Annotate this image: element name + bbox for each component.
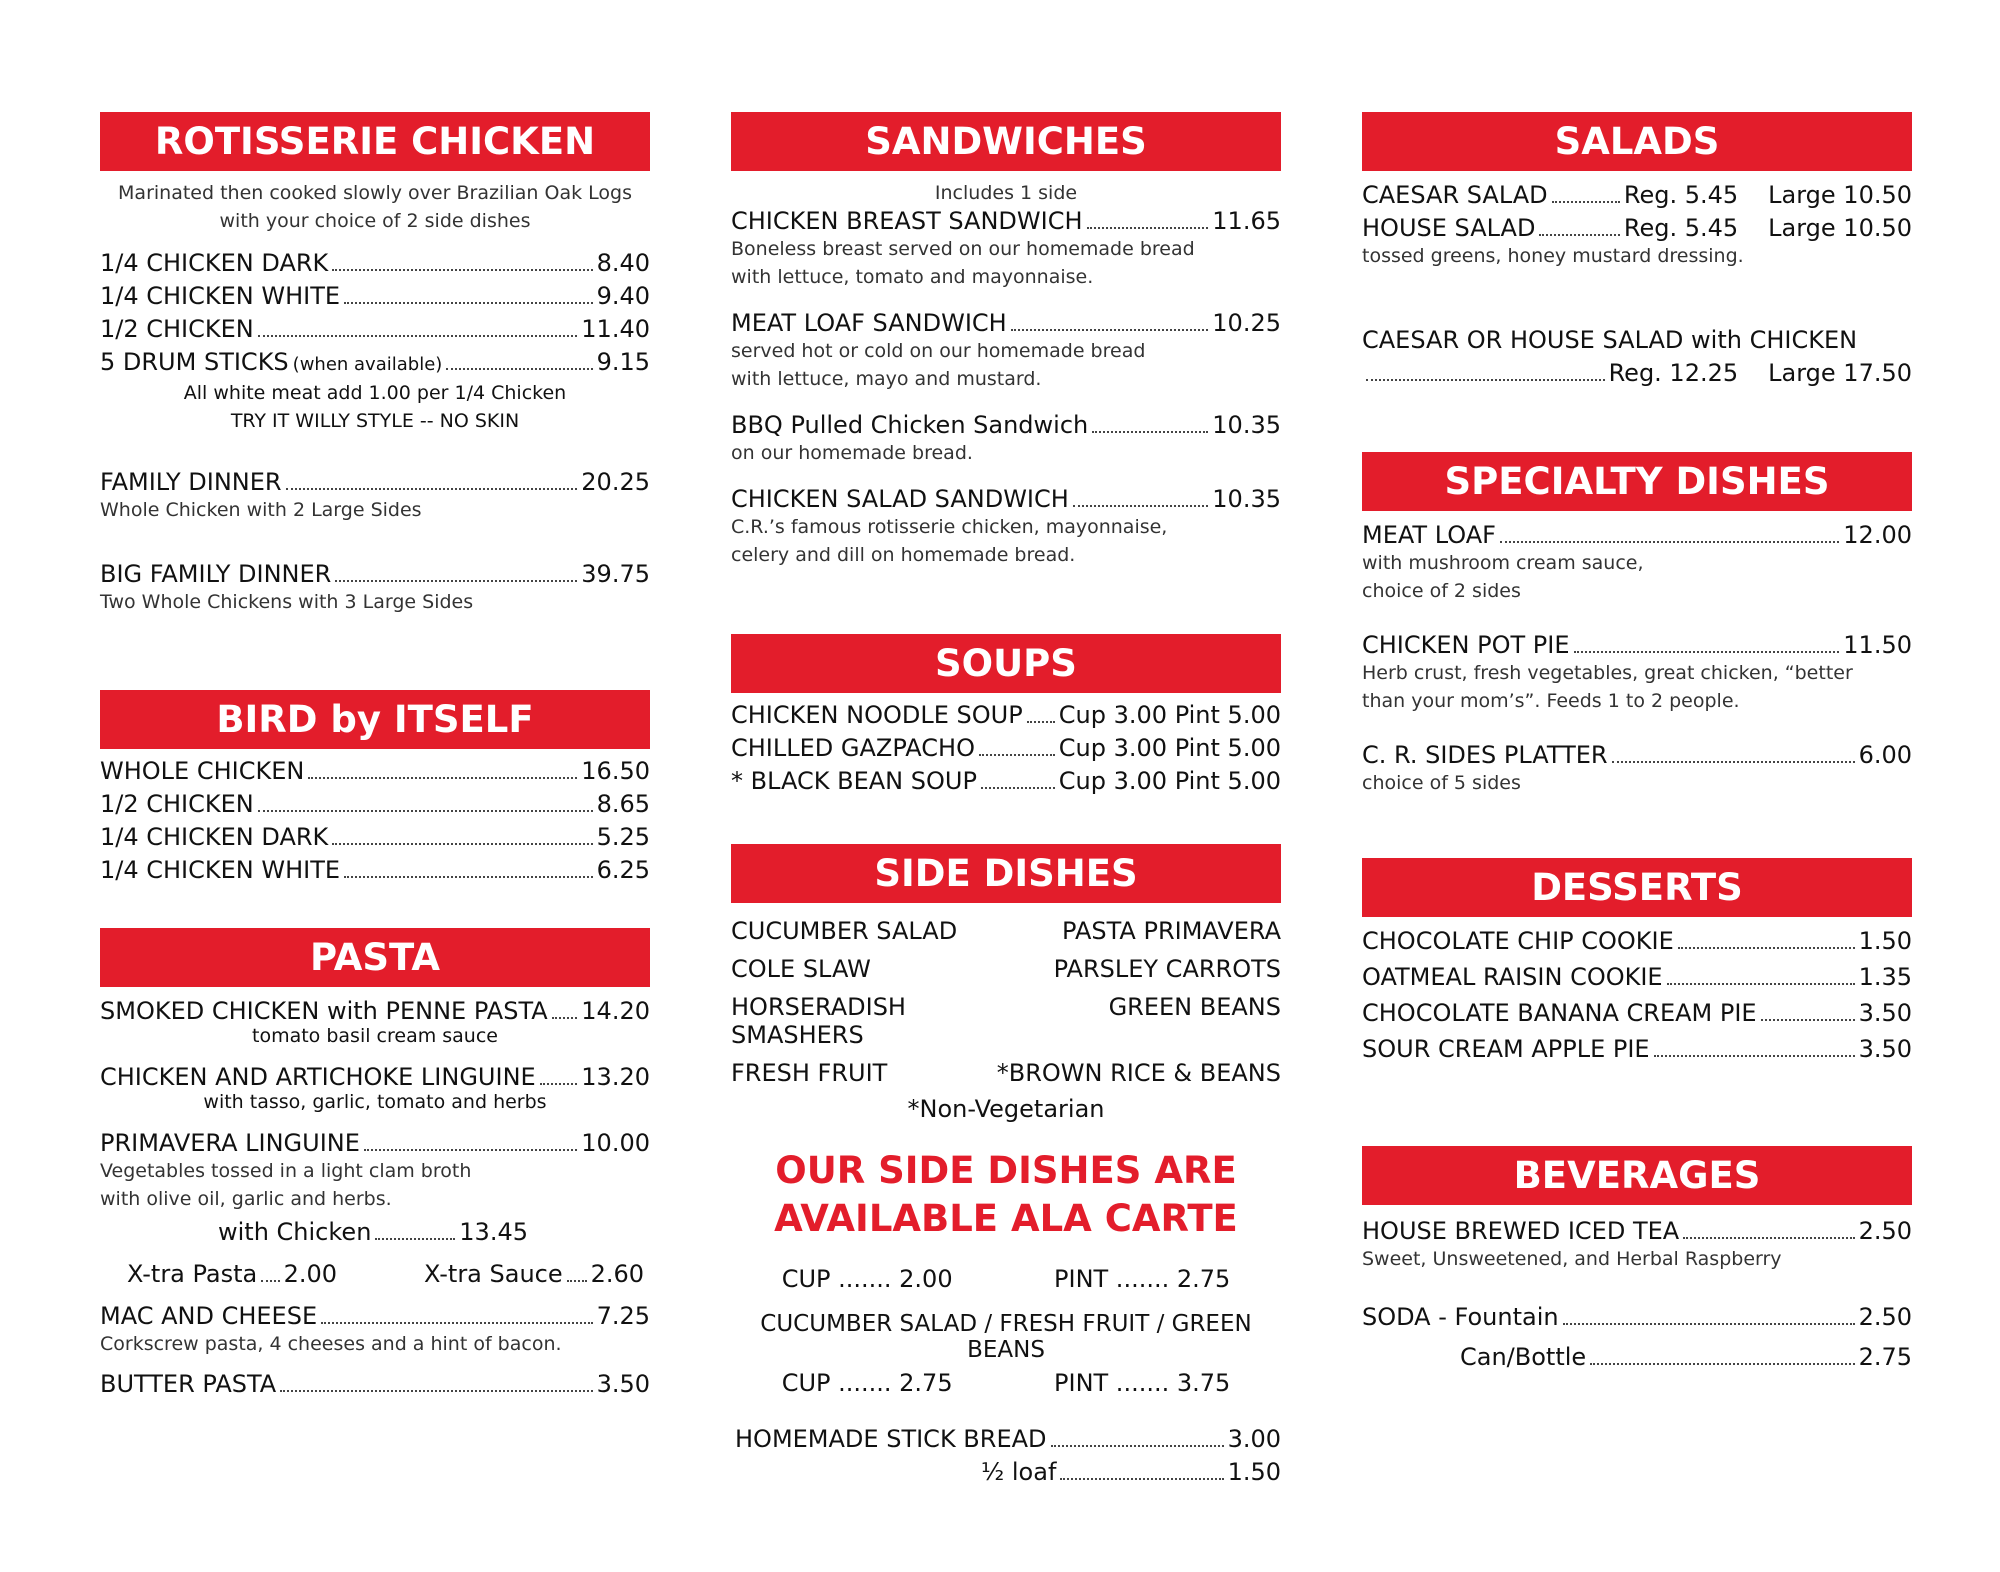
leader-dots <box>446 368 592 370</box>
leader-dots <box>258 810 593 812</box>
leader-dots <box>280 1390 592 1392</box>
item-name: PRIMAVERA LINGUINE <box>100 1129 360 1157</box>
item-description: on our homemade bread. <box>731 442 973 464</box>
item-name: WHOLE CHICKEN <box>100 757 305 785</box>
leader-dots <box>1574 651 1840 653</box>
section-title: SALADS <box>1362 112 1912 171</box>
leader-dots <box>321 1322 592 1324</box>
pint-price: PINT ....... 2.75 <box>1054 1265 1231 1293</box>
item-price: 1.35 <box>1858 963 1912 991</box>
item-price: 2.60 <box>590 1260 644 1288</box>
leader-dots <box>540 1083 578 1085</box>
item-name: * BLACK BEAN SOUP <box>731 767 977 795</box>
item-price: 13.45 <box>459 1218 528 1246</box>
item-price: 2.00 <box>283 1260 337 1288</box>
menu-item <box>731 485 1281 513</box>
menu-item <box>731 734 1281 762</box>
leader-dots <box>1667 983 1855 985</box>
leader-dots <box>344 876 593 878</box>
item-price: Cup 3.00 Pint 5.00 <box>1058 701 1281 729</box>
item-price: 9.15 <box>596 348 650 376</box>
menu-item-half-loaf <box>981 1458 1281 1486</box>
menu-item-stick-bread <box>735 1425 1281 1453</box>
item-price: 20.25 <box>581 468 650 496</box>
item-name: CHICKEN SALAD SANDWICH <box>731 485 1069 513</box>
pasta-section <box>100 928 650 1398</box>
item-name: MEAT LOAF <box>1362 521 1496 549</box>
leader-dots <box>258 335 578 337</box>
item-price: 12.00 <box>1843 521 1912 549</box>
item-price: 8.65 <box>596 790 650 818</box>
willy-style-note: TRY IT WILLY STYLE -- NO SKIN <box>230 410 520 432</box>
item-name: X-tra Sauce <box>424 1260 563 1288</box>
menu-item <box>100 315 650 343</box>
item-name: 1/4 CHICKEN DARK <box>100 249 329 277</box>
menu-item <box>1362 999 1912 1027</box>
leader-dots <box>261 1280 279 1282</box>
item-price: 11.50 <box>1843 631 1912 659</box>
item-price: 39.75 <box>581 560 650 588</box>
section-title: SANDWICHES <box>731 112 1281 171</box>
item-name: HOMEMADE STICK BREAD <box>735 1425 1047 1453</box>
menu-item <box>100 249 650 277</box>
menu-column-left <box>100 0 650 1572</box>
item-price: 9.40 <box>596 282 650 310</box>
item-price: 16.50 <box>581 757 650 785</box>
item-price: 2.75 <box>1858 1343 1912 1371</box>
item-name: 5 DRUM STICKS <box>100 348 289 376</box>
item-description: with lettuce, tomato and mayonnaise. <box>731 266 1094 288</box>
item-price: 11.65 <box>1212 207 1281 235</box>
menu-item <box>1362 1217 1912 1245</box>
item-price: 1.50 <box>1858 927 1912 955</box>
bird-section <box>100 690 650 884</box>
item-name: Can/Bottle <box>1460 1343 1587 1371</box>
section-note: Includes 1 side <box>934 182 1078 204</box>
item-name: 1/4 CHICKEN DARK <box>100 823 329 851</box>
cup-price: CUP ....... 2.00 <box>781 1265 953 1293</box>
leader-dots <box>1590 1363 1854 1365</box>
section-title: PASTA <box>100 928 650 987</box>
item-description: with olive oil, garlic and herbs. <box>100 1188 392 1210</box>
rotisserie-section <box>100 112 650 616</box>
item-description: Herb crust, fresh vegetables, great chicken, “better <box>1362 662 1853 684</box>
section-title: BEVERAGES <box>1362 1146 1912 1205</box>
non-vegetarian-footnote: *Non-Vegetarian <box>907 1095 1105 1123</box>
item-price: Reg. 5.45 <box>1623 181 1739 209</box>
section-title: BIRD by ITSELF <box>100 690 650 749</box>
menu-item-family-dinner <box>100 468 650 496</box>
pint-price: PINT ....... 3.75 <box>1054 1369 1231 1397</box>
section-note: with your choice of 2 side dishes <box>219 210 531 232</box>
leader-dots <box>1092 431 1208 433</box>
xtra-sauce <box>424 1260 644 1288</box>
side-price-row <box>731 1265 1281 1293</box>
soups-section <box>731 634 1281 795</box>
menu-item <box>100 1370 650 1398</box>
item-price: 6.25 <box>596 856 650 884</box>
menu-item <box>731 701 1281 729</box>
leader-dots <box>1654 1055 1855 1057</box>
item-name: CAESAR SALAD <box>1362 181 1548 209</box>
item-price: 13.20 <box>581 1063 650 1091</box>
section-note: Marinated then cooked slowly over Brazilian Oak Logs <box>118 182 632 204</box>
leader-dots <box>979 754 1055 756</box>
menu-item <box>1362 631 1912 659</box>
leader-dots <box>286 488 578 490</box>
item-price: 3.50 <box>1858 999 1912 1027</box>
section-title: SOUPS <box>731 634 1281 693</box>
item-name: BIG FAMILY DINNER <box>100 560 332 588</box>
item-price: 2.50 <box>1858 1303 1912 1331</box>
sandwiches-section <box>731 112 1281 569</box>
item-description: with tasso, garlic, tomato and herbs <box>203 1091 547 1113</box>
item-price: 7.25 <box>596 1302 650 1330</box>
side-dish: *BROWN RICE & BEANS <box>996 1059 1281 1087</box>
item-description: than your mom’s”. Feeds 1 to 2 people. <box>1362 690 1740 712</box>
item-description: tossed greens, honey mustard dressing. <box>1362 245 1744 267</box>
leader-dots <box>552 1017 578 1019</box>
item-name: BBQ Pulled Chicken Sandwich <box>731 411 1089 439</box>
item-price: 10.25 <box>1212 309 1281 337</box>
section-title: ROTISSERIE CHICKEN <box>100 112 650 171</box>
item-price: Large 17.50 <box>1768 359 1912 387</box>
item-price: 5.25 <box>596 823 650 851</box>
item-price: 8.40 <box>596 249 650 277</box>
side-price-row <box>731 1369 1281 1397</box>
item-name: SODA - Fountain <box>1362 1303 1559 1331</box>
menu-item <box>1362 1035 1912 1063</box>
item-price: 6.00 <box>1858 741 1912 769</box>
item-description: Two Whole Chickens with 3 Large Sides <box>100 591 474 613</box>
item-price: Large 10.50 <box>1768 214 1912 242</box>
menu-item <box>1362 181 1912 209</box>
item-name: CHICKEN NOODLE SOUP <box>731 701 1023 729</box>
item-price: Reg. 12.25 <box>1608 359 1739 387</box>
item-description: with lettuce, mayo and mustard. <box>731 368 1042 390</box>
menu-item <box>731 411 1281 439</box>
leader-dots <box>1060 1478 1223 1480</box>
item-description: C.R.’s famous rotisserie chicken, mayonnaise, <box>731 516 1168 538</box>
item-price: Cup 3.00 Pint 5.00 <box>1058 767 1281 795</box>
menu-item <box>100 856 650 884</box>
side-dish: CUCUMBER SALAD <box>731 917 958 945</box>
item-name: with Chicken <box>218 1218 372 1246</box>
leader-dots <box>1366 379 1605 381</box>
item-price: Reg. 5.45 <box>1623 214 1739 242</box>
leader-dots <box>1612 761 1855 763</box>
menu-item <box>100 790 650 818</box>
leader-dots <box>375 1238 455 1240</box>
leader-dots <box>308 777 577 779</box>
section-title: SIDE DISHES <box>731 844 1281 903</box>
leader-dots <box>344 302 593 304</box>
item-description: Whole Chicken with 2 Large Sides <box>100 499 422 521</box>
item-name: CHICKEN POT PIE <box>1362 631 1570 659</box>
menu-item-with-chicken <box>218 1218 528 1246</box>
xtra-pasta <box>127 1260 337 1288</box>
leader-dots <box>1761 1019 1855 1021</box>
ala-carte-heading: OUR SIDE DISHES ARE <box>775 1149 1237 1192</box>
leader-dots <box>1563 1323 1855 1325</box>
menu-item <box>1362 927 1912 955</box>
item-price: 10.00 <box>581 1129 650 1157</box>
item-name: MAC AND CHEESE <box>100 1302 318 1330</box>
ala-carte-heading: AVAILABLE ALA CARTE <box>774 1197 1238 1240</box>
item-price: 3.50 <box>1858 1035 1912 1063</box>
item-description: Boneless breast served on our homemade bread <box>731 238 1195 260</box>
menu-column-right <box>1362 0 1912 1572</box>
item-name: C. R. SIDES PLATTER <box>1362 741 1608 769</box>
item-name: 1/2 CHICKEN <box>100 315 254 343</box>
section-title: DESSERTS <box>1362 858 1912 917</box>
menu-item <box>100 282 650 310</box>
menu-item <box>100 997 650 1025</box>
item-name: CHOCOLATE CHIP COOKIE <box>1362 927 1674 955</box>
item-description: choice of 2 sides <box>1362 580 1521 602</box>
item-name: 1/4 CHICKEN WHITE <box>100 282 341 310</box>
item-name: CHILLED GAZPACHO <box>731 734 975 762</box>
menu-item <box>1362 521 1912 549</box>
item-price: 10.35 <box>1212 411 1281 439</box>
item-name: X-tra Pasta <box>127 1260 258 1288</box>
menu-item-big-family-dinner <box>100 560 650 588</box>
leader-dots <box>332 269 592 271</box>
menu-item <box>1460 1343 1912 1371</box>
item-name: FAMILY DINNER <box>100 468 282 496</box>
item-name: MEAT LOAF SANDWICH <box>731 309 1007 337</box>
item-price: 10.35 <box>1212 485 1281 513</box>
leader-dots <box>1011 329 1209 331</box>
item-description: choice of 5 sides <box>1362 772 1521 794</box>
menu-item <box>100 1302 650 1330</box>
side-dish: HORSERADISH SMASHERS <box>731 993 906 1049</box>
desserts-section <box>1362 858 1912 1063</box>
item-qualifier: (when available) <box>292 354 443 375</box>
cup-price: CUP ....... 2.75 <box>781 1369 953 1397</box>
leader-dots <box>1027 721 1055 723</box>
item-name: CHICKEN AND ARTICHOKE LINGUINE <box>100 1063 536 1091</box>
item-description: Sweet, Unsweetened, and Herbal Raspberry <box>1362 1248 1782 1270</box>
side-dishes-section <box>731 844 1281 1486</box>
item-name: HOUSE BREWED ICED TEA <box>1362 1217 1680 1245</box>
item-description: Corkscrew pasta, 4 cheeses and a hint of bacon. <box>100 1333 562 1355</box>
section-title: SPECIALTY DISHES <box>1362 452 1912 511</box>
leader-dots <box>981 787 1055 789</box>
item-name: CHOCOLATE BANANA CREAM PIE <box>1362 999 1757 1027</box>
item-name: HOUSE SALAD <box>1362 214 1536 242</box>
menu-item <box>100 348 650 376</box>
menu-item <box>100 757 650 785</box>
item-name: SOUR CREAM APPLE PIE <box>1362 1035 1650 1063</box>
item-name: 1/4 CHICKEN WHITE <box>100 856 341 884</box>
item-name: ½ loaf <box>981 1458 1057 1486</box>
item-description: celery and dill on homemade bread. <box>731 544 1076 566</box>
leader-dots <box>1087 227 1209 229</box>
leader-dots <box>1683 1237 1854 1239</box>
item-name: OATMEAL RAISIN COOKIE <box>1362 963 1663 991</box>
leader-dots <box>364 1149 577 1151</box>
menu-item <box>1362 741 1912 769</box>
item-description: tomato basil cream sauce <box>252 1025 498 1047</box>
salads-section <box>1362 112 1912 387</box>
item-price: 3.00 <box>1227 1425 1281 1453</box>
item-price: 2.50 <box>1858 1217 1912 1245</box>
menu-item <box>731 767 1281 795</box>
item-price: 11.40 <box>581 315 650 343</box>
menu-item <box>100 1129 650 1157</box>
menu-item <box>1362 359 1912 387</box>
leader-dots <box>335 580 577 582</box>
item-price: 3.50 <box>596 1370 650 1398</box>
menu-item <box>1362 1303 1912 1331</box>
side-dish: PASTA PRIMAVERA <box>1062 917 1281 945</box>
menu-item <box>731 207 1281 235</box>
menu-item <box>1362 214 1912 242</box>
item-name: 1/2 CHICKEN <box>100 790 254 818</box>
combo-salad-name: CAESAR OR HOUSE SALAD with CHICKEN <box>1362 326 1858 354</box>
menu-item <box>100 1063 650 1091</box>
side-dish: PARSLEY CARROTS <box>1053 955 1281 983</box>
leader-dots <box>1552 201 1620 203</box>
item-name: CHICKEN BREAST SANDWICH <box>731 207 1083 235</box>
beverages-section <box>1362 1146 1912 1371</box>
leader-dots <box>567 1280 587 1282</box>
leader-dots <box>1073 505 1208 507</box>
specialty-section <box>1362 452 1912 797</box>
add-white-meat-note: All white meat add 1.00 per 1/4 Chicken <box>183 382 567 404</box>
menu-column-center <box>731 0 1281 1572</box>
leader-dots <box>332 843 592 845</box>
side-dish: FRESH FRUIT <box>731 1059 888 1087</box>
side-dish: COLE SLAW <box>731 955 871 983</box>
leader-dots <box>1051 1445 1224 1447</box>
menu-item <box>731 309 1281 337</box>
side-dish: GREEN BEANS <box>1108 993 1281 1021</box>
item-description: Vegetables tossed in a light clam broth <box>100 1160 472 1182</box>
item-name: BUTTER PASTA <box>100 1370 277 1398</box>
menu-item <box>100 823 650 851</box>
leader-dots <box>1500 541 1839 543</box>
item-price: Cup 3.00 Pint 5.00 <box>1058 734 1281 762</box>
leader-dots <box>1539 234 1619 236</box>
item-description: with mushroom cream sauce, <box>1362 552 1644 574</box>
item-price: 14.20 <box>581 997 650 1025</box>
menu-item <box>1362 963 1912 991</box>
item-price: 1.50 <box>1227 1458 1281 1486</box>
special-sides-line: CUCUMBER SALAD / FRESH FRUIT / GREEN BEANS <box>760 1311 1252 1363</box>
leader-dots <box>1678 947 1855 949</box>
item-description: served hot or cold on our homemade bread <box>731 340 1146 362</box>
side-dishes-list <box>731 917 1281 1087</box>
item-price: Large 10.50 <box>1768 181 1912 209</box>
item-name: SMOKED CHICKEN with PENNE PASTA <box>100 997 548 1025</box>
